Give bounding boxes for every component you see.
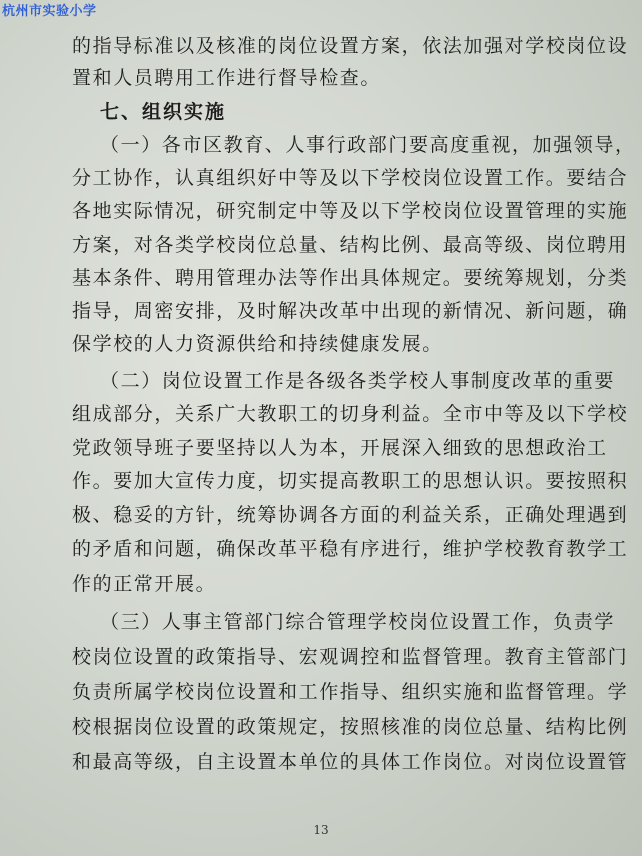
- text-line: 和最高等级，自主设置本单位的具体工作岗位。对岗位设置管: [72, 751, 629, 773]
- watermark: 杭州市实验小学: [2, 4, 97, 19]
- text-line: 基本条件、聘用管理办法等作出具体规定。要统筹规划，分类: [72, 267, 629, 289]
- page-number: 13: [313, 823, 329, 837]
- text-line: 各地实际情况，研究制定中等及以下学校岗位设置管理的实施: [72, 200, 629, 222]
- text-line: 方案，对各类学校岗位总量、结构比例、最高等级、岗位聘用: [72, 234, 629, 256]
- section-heading: 七、组织实施: [100, 101, 227, 123]
- text-line: 作。要加大宣传力度，切实提高教职工的思想认识。要按照积: [72, 470, 629, 492]
- text-line: （一）各市区教育、人事行政部门要高度重视，加强领导，: [100, 134, 636, 156]
- text-line: 校根据岗位设置的政策规定，按照核准的岗位总量、结构比例: [72, 716, 629, 738]
- text-line: 作的正常开展。: [72, 573, 217, 595]
- text-line: 的矛盾和问题，确保改革平稳有序进行，维护学校教育教学工: [72, 538, 629, 560]
- text-line: （三）人事主管部门综合管理学校岗位设置工作，负责学: [100, 611, 616, 633]
- text-line: 校岗位设置的政策指导、宏观调控和监督管理。教育主管部门: [72, 646, 629, 668]
- text-line: 指导，周密安排，及时解决改革中出现的新情况、新问题，确: [72, 300, 629, 322]
- text-line: 党政领导班子要坚持以人为本，开展深入细致的思想政治工: [72, 437, 608, 459]
- text-line: 保学校的人力资源供给和持续健康发展。: [72, 333, 443, 355]
- text-line: （二）岗位设置工作是各级各类学校人事制度改革的重要: [100, 370, 616, 392]
- text-line: 极、稳妥的方针，统筹协调各方面的利益关系，正确处理遇到: [72, 504, 629, 526]
- text-line: 负责所属学校岗位设置和工作指导、组织实施和监督管理。学: [72, 681, 629, 703]
- text-line: 置和人员聘用工作进行督导检查。: [72, 67, 382, 89]
- text-line: 分工协作，认真组织好中等及以下学校岗位设置工作。要结合: [72, 167, 629, 189]
- text-line: 组成部分，关系广大教职工的切身利益。全市中等及以下学校: [72, 403, 629, 425]
- text-line: 的指导标准以及核准的岗位设置方案，依法加强对学校岗位设: [72, 35, 629, 57]
